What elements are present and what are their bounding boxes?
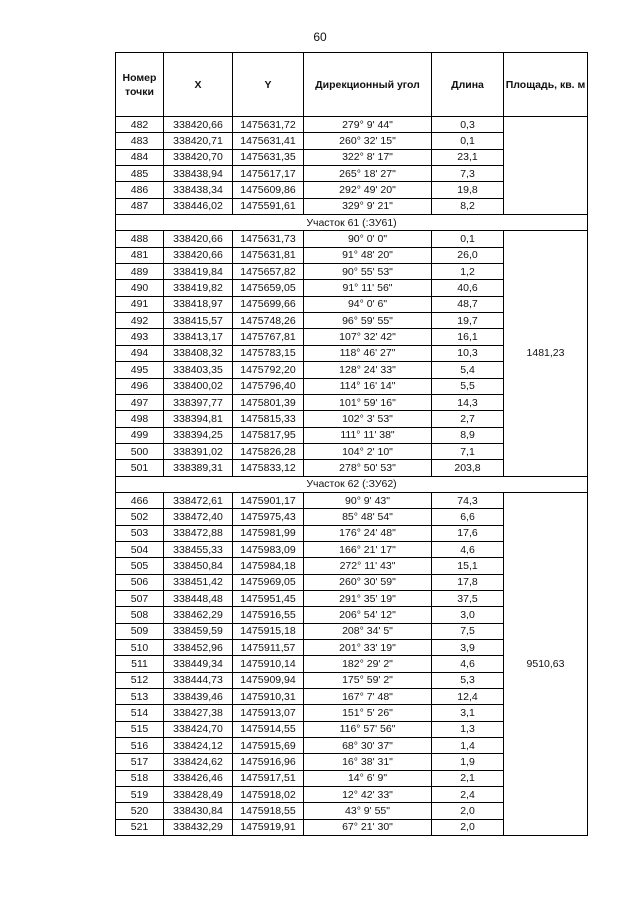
direction-angle-cell: 279° 9' 44": [304, 117, 432, 133]
x-coordinate-cell: 338424,62: [164, 754, 233, 770]
direction-angle-cell: 116° 57' 56": [304, 721, 432, 737]
header-x: X: [164, 53, 233, 117]
y-coordinate-cell: 1475617,17: [233, 166, 304, 182]
direction-angle-cell: 91° 11' 56": [304, 280, 432, 296]
point-number-cell: 513: [116, 689, 164, 705]
length-cell: 23,1: [432, 149, 504, 165]
x-coordinate-cell: 338413,17: [164, 329, 233, 345]
point-number-cell: 486: [116, 182, 164, 198]
point-number-cell: 514: [116, 705, 164, 721]
point-number-cell: 512: [116, 672, 164, 688]
x-coordinate-cell: 338397,77: [164, 394, 233, 410]
x-coordinate-cell: 338449,34: [164, 656, 233, 672]
direction-angle-cell: 278° 50' 53": [304, 460, 432, 476]
y-coordinate-cell: 1475913,07: [233, 705, 304, 721]
x-coordinate-cell: 338451,42: [164, 574, 233, 590]
x-coordinate-cell: 338472,40: [164, 509, 233, 525]
direction-angle-cell: 182° 29' 2": [304, 656, 432, 672]
direction-angle-cell: 14° 6' 9": [304, 770, 432, 786]
y-coordinate-cell: 1475975,43: [233, 509, 304, 525]
y-coordinate-cell: 1475792,20: [233, 362, 304, 378]
direction-angle-cell: 265° 18' 27": [304, 166, 432, 182]
point-number-cell: 505: [116, 558, 164, 574]
length-cell: 2,0: [432, 819, 504, 835]
point-number-cell: 488: [116, 231, 164, 247]
point-number-cell: 483: [116, 133, 164, 149]
point-number-cell: 507: [116, 590, 164, 606]
point-number-cell: 484: [116, 149, 164, 165]
y-coordinate-cell: 1475951,45: [233, 590, 304, 606]
point-number-cell: 515: [116, 721, 164, 737]
length-cell: 1,3: [432, 721, 504, 737]
x-coordinate-cell: 338424,70: [164, 721, 233, 737]
x-coordinate-cell: 338439,46: [164, 689, 233, 705]
direction-angle-cell: 291° 35' 19": [304, 590, 432, 606]
x-coordinate-cell: 338424,12: [164, 738, 233, 754]
y-coordinate-cell: 1475631,73: [233, 231, 304, 247]
length-cell: 19,8: [432, 182, 504, 198]
point-number-cell: 500: [116, 443, 164, 459]
x-coordinate-cell: 338472,88: [164, 525, 233, 541]
x-coordinate-cell: 338391,02: [164, 443, 233, 459]
y-coordinate-cell: 1475915,18: [233, 623, 304, 639]
y-coordinate-cell: 1475609,86: [233, 182, 304, 198]
direction-angle-cell: 166° 21' 17": [304, 541, 432, 557]
y-coordinate-cell: 1475631,72: [233, 117, 304, 133]
x-coordinate-cell: 338418,97: [164, 296, 233, 312]
direction-angle-cell: 107° 32' 42": [304, 329, 432, 345]
direction-angle-cell: 90° 55' 53": [304, 264, 432, 280]
table-row: [116, 492, 588, 508]
point-number-cell: 508: [116, 607, 164, 623]
x-coordinate-cell: 338420,71: [164, 133, 233, 149]
direction-angle-cell: 16° 38' 31": [304, 754, 432, 770]
length-cell: 26,0: [432, 247, 504, 263]
x-coordinate-cell: 338408,32: [164, 345, 233, 361]
length-cell: 3,1: [432, 705, 504, 721]
x-coordinate-cell: 338459,59: [164, 623, 233, 639]
point-number-cell: 518: [116, 770, 164, 786]
y-coordinate-cell: 1475919,91: [233, 819, 304, 835]
y-coordinate-cell: 1475917,51: [233, 770, 304, 786]
length-cell: 2,1: [432, 770, 504, 786]
length-cell: 17,6: [432, 525, 504, 541]
point-number-cell: 503: [116, 525, 164, 541]
x-coordinate-cell: 338444,73: [164, 672, 233, 688]
direction-angle-cell: 329° 9' 21": [304, 198, 432, 214]
point-number-cell: 502: [116, 509, 164, 525]
y-coordinate-cell: 1475984,18: [233, 558, 304, 574]
y-coordinate-cell: 1475631,35: [233, 149, 304, 165]
length-cell: 4,6: [432, 541, 504, 557]
section-row: [116, 476, 588, 492]
direction-angle-cell: 91° 48' 20": [304, 247, 432, 263]
x-coordinate-cell: 338472,61: [164, 492, 233, 508]
point-number-cell: 504: [116, 541, 164, 557]
y-coordinate-cell: 1475748,26: [233, 313, 304, 329]
y-coordinate-cell: 1475918,55: [233, 803, 304, 819]
length-cell: 1,4: [432, 738, 504, 754]
point-number-cell: 495: [116, 362, 164, 378]
direction-angle-cell: 43° 9' 55": [304, 803, 432, 819]
header-y: Y: [233, 53, 304, 117]
direction-angle-cell: 96° 59' 55": [304, 313, 432, 329]
direction-angle-cell: 260° 32' 15": [304, 133, 432, 149]
direction-angle-cell: 292° 49' 20": [304, 182, 432, 198]
header-angle: Дирекционный угол: [304, 53, 432, 117]
direction-angle-cell: 94° 0' 6": [304, 296, 432, 312]
page-number: 60: [313, 30, 327, 44]
x-coordinate-cell: 338389,31: [164, 460, 233, 476]
direction-angle-cell: 260° 30' 59": [304, 574, 432, 590]
x-coordinate-cell: 338400,02: [164, 378, 233, 394]
length-cell: 37,5: [432, 590, 504, 606]
x-coordinate-cell: 338452,96: [164, 640, 233, 656]
x-coordinate-cell: 338450,84: [164, 558, 233, 574]
y-coordinate-cell: 1475981,99: [233, 525, 304, 541]
area-cell: 9510,63: [504, 492, 588, 835]
length-cell: 2,7: [432, 411, 504, 427]
point-number-cell: 519: [116, 787, 164, 803]
table-body: [116, 117, 588, 836]
y-coordinate-cell: 1475909,94: [233, 672, 304, 688]
y-coordinate-cell: 1475699,66: [233, 296, 304, 312]
direction-angle-cell: 322° 8' 17": [304, 149, 432, 165]
y-coordinate-cell: 1475659,05: [233, 280, 304, 296]
y-coordinate-cell: 1475918,02: [233, 787, 304, 803]
point-number-cell: 497: [116, 394, 164, 410]
x-coordinate-cell: 338432,29: [164, 819, 233, 835]
point-number-cell: 511: [116, 656, 164, 672]
x-coordinate-cell: 338420,66: [164, 247, 233, 263]
x-coordinate-cell: 338446,02: [164, 198, 233, 214]
direction-angle-cell: 90° 9' 43": [304, 492, 432, 508]
x-coordinate-cell: 338462,29: [164, 607, 233, 623]
y-coordinate-cell: 1475631,41: [233, 133, 304, 149]
direction-angle-cell: 85° 48' 54": [304, 509, 432, 525]
length-cell: 16,1: [432, 329, 504, 345]
direction-angle-cell: 111° 11' 38": [304, 427, 432, 443]
x-coordinate-cell: 338455,33: [164, 541, 233, 557]
length-cell: 5,3: [432, 672, 504, 688]
table-row: [116, 231, 588, 247]
point-number-cell: 516: [116, 738, 164, 754]
y-coordinate-cell: 1475910,31: [233, 689, 304, 705]
direction-angle-cell: 167° 7' 48": [304, 689, 432, 705]
point-number-cell: 510: [116, 640, 164, 656]
direction-angle-cell: 67° 21' 30": [304, 819, 432, 835]
direction-angle-cell: 12° 42' 33": [304, 787, 432, 803]
header-length: Длина: [432, 53, 504, 117]
length-cell: 74,3: [432, 492, 504, 508]
direction-angle-cell: 68° 30' 37": [304, 738, 432, 754]
x-coordinate-cell: 338430,84: [164, 803, 233, 819]
point-number-cell: 491: [116, 296, 164, 312]
length-cell: 14,3: [432, 394, 504, 410]
length-cell: 7,1: [432, 443, 504, 459]
length-cell: 2,0: [432, 803, 504, 819]
x-coordinate-cell: 338419,84: [164, 264, 233, 280]
length-cell: 7,3: [432, 166, 504, 182]
section-title: Участок 62 (:ЗУ62): [116, 476, 588, 492]
length-cell: 8,2: [432, 198, 504, 214]
table-row: [116, 117, 588, 133]
length-cell: 4,6: [432, 656, 504, 672]
length-cell: 2,4: [432, 787, 504, 803]
point-number-cell: 489: [116, 264, 164, 280]
length-cell: 0,3: [432, 117, 504, 133]
y-coordinate-cell: 1475910,14: [233, 656, 304, 672]
length-cell: 19,7: [432, 313, 504, 329]
length-cell: 1,9: [432, 754, 504, 770]
point-number-cell: 490: [116, 280, 164, 296]
x-coordinate-cell: 338420,70: [164, 149, 233, 165]
point-number-cell: 520: [116, 803, 164, 819]
direction-angle-cell: 102° 3' 53": [304, 411, 432, 427]
point-number-cell: 501: [116, 460, 164, 476]
direction-angle-cell: 176° 24' 48": [304, 525, 432, 541]
y-coordinate-cell: 1475915,69: [233, 738, 304, 754]
y-coordinate-cell: 1475801,39: [233, 394, 304, 410]
length-cell: 203,8: [432, 460, 504, 476]
header-point: Номер точки: [116, 53, 164, 117]
x-coordinate-cell: 338394,25: [164, 427, 233, 443]
header-area: Площадь, кв. м: [504, 53, 588, 117]
x-coordinate-cell: 338427,38: [164, 705, 233, 721]
length-cell: 15,1: [432, 558, 504, 574]
y-coordinate-cell: 1475916,55: [233, 607, 304, 623]
direction-angle-cell: 272° 11' 43": [304, 558, 432, 574]
y-coordinate-cell: 1475901,17: [233, 492, 304, 508]
y-coordinate-cell: 1475815,33: [233, 411, 304, 427]
x-coordinate-cell: 338438,94: [164, 166, 233, 182]
direction-angle-cell: 90° 0' 0": [304, 231, 432, 247]
direction-angle-cell: 175° 59' 2": [304, 672, 432, 688]
length-cell: 17,8: [432, 574, 504, 590]
coordinates-table: [115, 52, 588, 836]
x-coordinate-cell: 338420,66: [164, 231, 233, 247]
direction-angle-cell: 118° 46' 27": [304, 345, 432, 361]
direction-angle-cell: 101° 59' 16": [304, 394, 432, 410]
point-number-cell: 517: [116, 754, 164, 770]
y-coordinate-cell: 1475983,09: [233, 541, 304, 557]
x-coordinate-cell: 338426,46: [164, 770, 233, 786]
x-coordinate-cell: 338438,34: [164, 182, 233, 198]
point-number-cell: 466: [116, 492, 164, 508]
direction-angle-cell: 128° 24' 33": [304, 362, 432, 378]
point-number-cell: 499: [116, 427, 164, 443]
direction-angle-cell: 114° 16' 14": [304, 378, 432, 394]
y-coordinate-cell: 1475767,81: [233, 329, 304, 345]
length-cell: 8,9: [432, 427, 504, 443]
y-coordinate-cell: 1475631,81: [233, 247, 304, 263]
point-number-cell: 485: [116, 166, 164, 182]
length-cell: 3,0: [432, 607, 504, 623]
point-number-cell: 487: [116, 198, 164, 214]
section-title: Участок 61 (:ЗУ61): [116, 215, 588, 231]
x-coordinate-cell: 338415,57: [164, 313, 233, 329]
length-cell: 7,5: [432, 623, 504, 639]
length-cell: 40,6: [432, 280, 504, 296]
length-cell: 12,4: [432, 689, 504, 705]
length-cell: 1,2: [432, 264, 504, 280]
y-coordinate-cell: 1475914,55: [233, 721, 304, 737]
length-cell: 0,1: [432, 133, 504, 149]
direction-angle-cell: 208° 34' 5": [304, 623, 432, 639]
x-coordinate-cell: 338419,82: [164, 280, 233, 296]
length-cell: 6,6: [432, 509, 504, 525]
y-coordinate-cell: 1475916,96: [233, 754, 304, 770]
direction-angle-cell: 201° 33' 19": [304, 640, 432, 656]
area-cell: 1481,23: [504, 231, 588, 476]
point-number-cell: 493: [116, 329, 164, 345]
direction-angle-cell: 151° 5' 26": [304, 705, 432, 721]
header-row: [116, 53, 588, 117]
length-cell: 48,7: [432, 296, 504, 312]
length-cell: 5,5: [432, 378, 504, 394]
direction-angle-cell: 104° 2' 10": [304, 443, 432, 459]
point-number-cell: 509: [116, 623, 164, 639]
x-coordinate-cell: 338394,81: [164, 411, 233, 427]
length-cell: 0,1: [432, 231, 504, 247]
point-number-cell: 521: [116, 819, 164, 835]
point-number-cell: 506: [116, 574, 164, 590]
y-coordinate-cell: 1475657,82: [233, 264, 304, 280]
point-number-cell: 482: [116, 117, 164, 133]
x-coordinate-cell: 338448,48: [164, 590, 233, 606]
point-number-cell: 494: [116, 345, 164, 361]
x-coordinate-cell: 338420,66: [164, 117, 233, 133]
area-cell: [504, 117, 588, 215]
y-coordinate-cell: 1475969,05: [233, 574, 304, 590]
x-coordinate-cell: 338403,35: [164, 362, 233, 378]
y-coordinate-cell: 1475833,12: [233, 460, 304, 476]
length-cell: 10,3: [432, 345, 504, 361]
length-cell: 5,4: [432, 362, 504, 378]
y-coordinate-cell: 1475826,28: [233, 443, 304, 459]
point-number-cell: 481: [116, 247, 164, 263]
x-coordinate-cell: 338428,49: [164, 787, 233, 803]
section-row: [116, 215, 588, 231]
y-coordinate-cell: 1475796,40: [233, 378, 304, 394]
point-number-cell: 496: [116, 378, 164, 394]
point-number-cell: 492: [116, 313, 164, 329]
y-coordinate-cell: 1475591,61: [233, 198, 304, 214]
y-coordinate-cell: 1475783,15: [233, 345, 304, 361]
direction-angle-cell: 206° 54' 12": [304, 607, 432, 623]
length-cell: 3,9: [432, 640, 504, 656]
point-number-cell: 498: [116, 411, 164, 427]
y-coordinate-cell: 1475911,57: [233, 640, 304, 656]
y-coordinate-cell: 1475817,95: [233, 427, 304, 443]
